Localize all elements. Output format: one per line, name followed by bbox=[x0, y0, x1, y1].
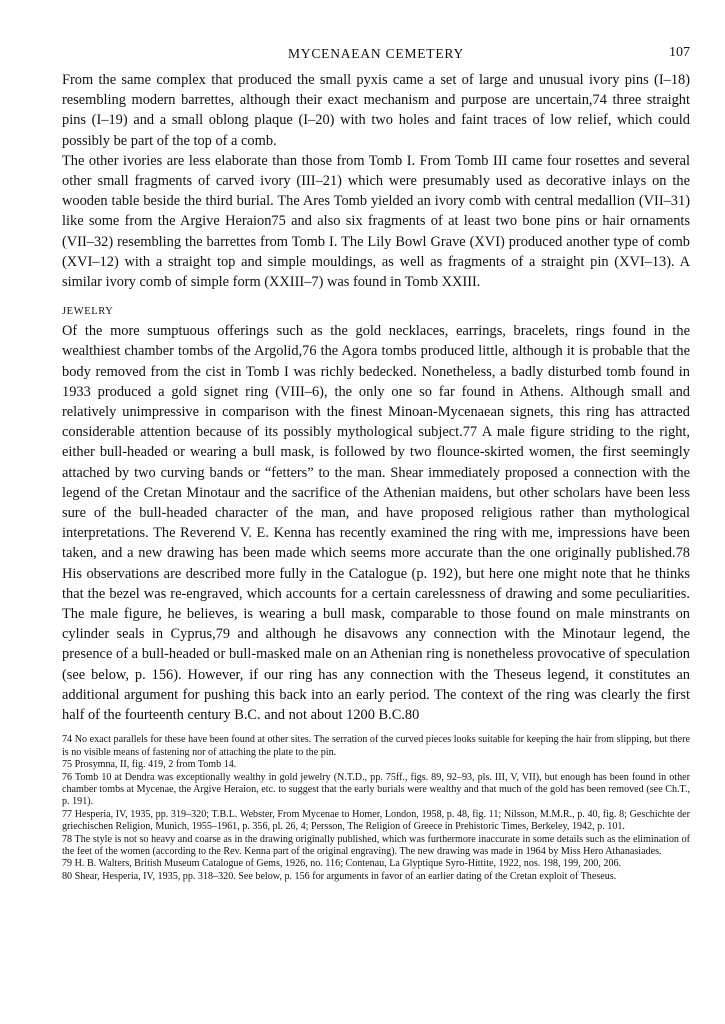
paragraph-jewelry: Of the more sumptuous offerings such as the gold necklaces, earrings, bracelets, rings found in the wealthiest chamber tombs of the Argolid,76 the Agora tombs produced little, although it is probable that the body removed from the cist in Tomb I was richly bedecked. Nonetheless, a badly disturbed tomb found in 1933 produced a gold signet ring (VIII–6), the only one so far found in Athens. Although small and relatively unimpressive in comparison with the finest Minoan-Mycenaean signets, this ring has attracted considerable attention because of its possibly mythological subject.77 A male figure striding to the right, either bull-headed or wearing a bull mask, is followed by two flounce-skirted women, the first seemingly attached by two curving bands or “fetters” to the man. Shear immediately proposed a connection with the legend of the Cretan Minotaur and the sacrifice of the Athenian maidens, but other scholars have been less sure of the bull-headed character of the man, and have proposed religious rather than mythological interpretations. The Reverend V. E. Kenna has recently examined the ring with me, impressions have been taken, and a new drawing has been made which seems more accurate than the one originally published.78 His observations are described more fully in the Catalogue (p. 192), but here one might note that he thinks that the bezel was re-engraved, which accounts for a certain carelessness of drawing and some peculiarities. The male figure, he believes, is wearing a bull mask, comparable to those found on male minstrants on cylinder seals in Cyprus,79 and although he disavows any connection with the Minotaur legend, the presence of a bull-headed or bull-masked male on an Athenian ring is nonetheless provocative of speculation (see below, p. 156). However, if our ring has any connection with the Theseus legend, it constitutes an additional argument for pushing this back into an early period. The context of the ring was clearly the first half of the fourteenth century B.C. and not about 1200 B.C.80 bbox=[62, 323, 690, 724]
footnote-79: 79 H. B. Walters, British Museum Catalogue of Gems, 1926, no. 116; Contenau, La Glyptique Syro-Hittite, 1922, nos. 198, 199, 200, 206. bbox=[62, 858, 622, 870]
paragraph-other-ivories: The other ivories are less elaborate than those from Tomb I. From Tomb III came four rosettes and several other small fragments of carved ivory (III–21) which were presumably used as decorative inlays on the wooden table beside the third burial. The Ares Tomb yielded an ivory comb with central medallion (VII–31) like some from the Argive Heraion75 and also six fragments of at least two bone pins or hair ornaments (VII–32) resembling the barrettes from Tomb I. The Lily Bowl Grave (XVI) produced another type of comb (XVI–12) with a straight top and simple mouldings, as well as fragments of a straight pin (XVI–13). A similar ivory comb of simple form (XXIII–7) was found in Tomb XXIII. bbox=[62, 152, 690, 291]
running-title: MYCENAEAN CEMETERY bbox=[287, 46, 465, 61]
body-text bbox=[62, 70, 690, 725]
footnote-76: 76 Tomb 10 at Dendra was exceptionally wealthy in gold jewelry (N.T.D., pp. 75ff., figs. 89, 92–93, pls. III, V, VII), but enough has been found in other chamber tombs at Mycenae, the Argive Heraion, etc. to suggest that the early burials were wealthy and that much of the gold has been removed (see Ch.T., p. 191). bbox=[62, 771, 690, 808]
footnote-75: 75 Prosymna, II, fig. 419, 2 from Tomb 14. bbox=[62, 759, 237, 771]
footnote-80: 80 Shear, Hesperia, IV, 1935, pp. 318–320. See below, p. 156 for arguments in favor of an earlier dating of the Cretan exploit of Theseus. bbox=[62, 870, 617, 882]
section-heading-jewelry: JEWELRY bbox=[62, 306, 114, 318]
footnote-74: 74 No exact parallels for these have been found at other sites. The serration of the curved pieces looks suitable for keeping the hair from slipping, but there is no visible means of fastening nor of attaching the plate to the pin. bbox=[62, 734, 690, 758]
footnote-78: 78 The style is not so heavy and coarse as in the drawing originally published, which was furthermore inaccurate in some details such as the elimination of the feet of the women (according to the Rev. Kenna part of the original engraving). The new drawing was made in 1964 by Miss Hero Athanasiades. bbox=[62, 833, 690, 857]
page bbox=[62, 30, 690, 883]
footnotes bbox=[62, 734, 690, 883]
footnote-77: 77 Hesperia, IV, 1935, pp. 319–320; T.B.L. Webster, From Mycenae to Homer, London, 1958, p. 48, fig. 11; Nilsson, M.M.R., p. 40, fig. 8; Geschichte der griechischen Religion, Munich, 1955–1961, p. 356, pl. 26, 4; Persson, The Religion of Greece in Prehistoric Times, Berkeley, 1942, p. 101. bbox=[62, 808, 690, 833]
page-number: 107 bbox=[669, 45, 690, 60]
page-header bbox=[62, 30, 690, 70]
paragraph-ivory-pins: From the same complex that produced the small pyxis came a set of large and unusual ivory pins (I–18) resembling modern barrettes, although their exact mechanism and purpose are uncertain,74 three straight pins (I–19) and a small oblong plaque (I–20) with two holes and faint traces of low relief, which could possibly be part of the top of a comb. bbox=[62, 72, 690, 149]
